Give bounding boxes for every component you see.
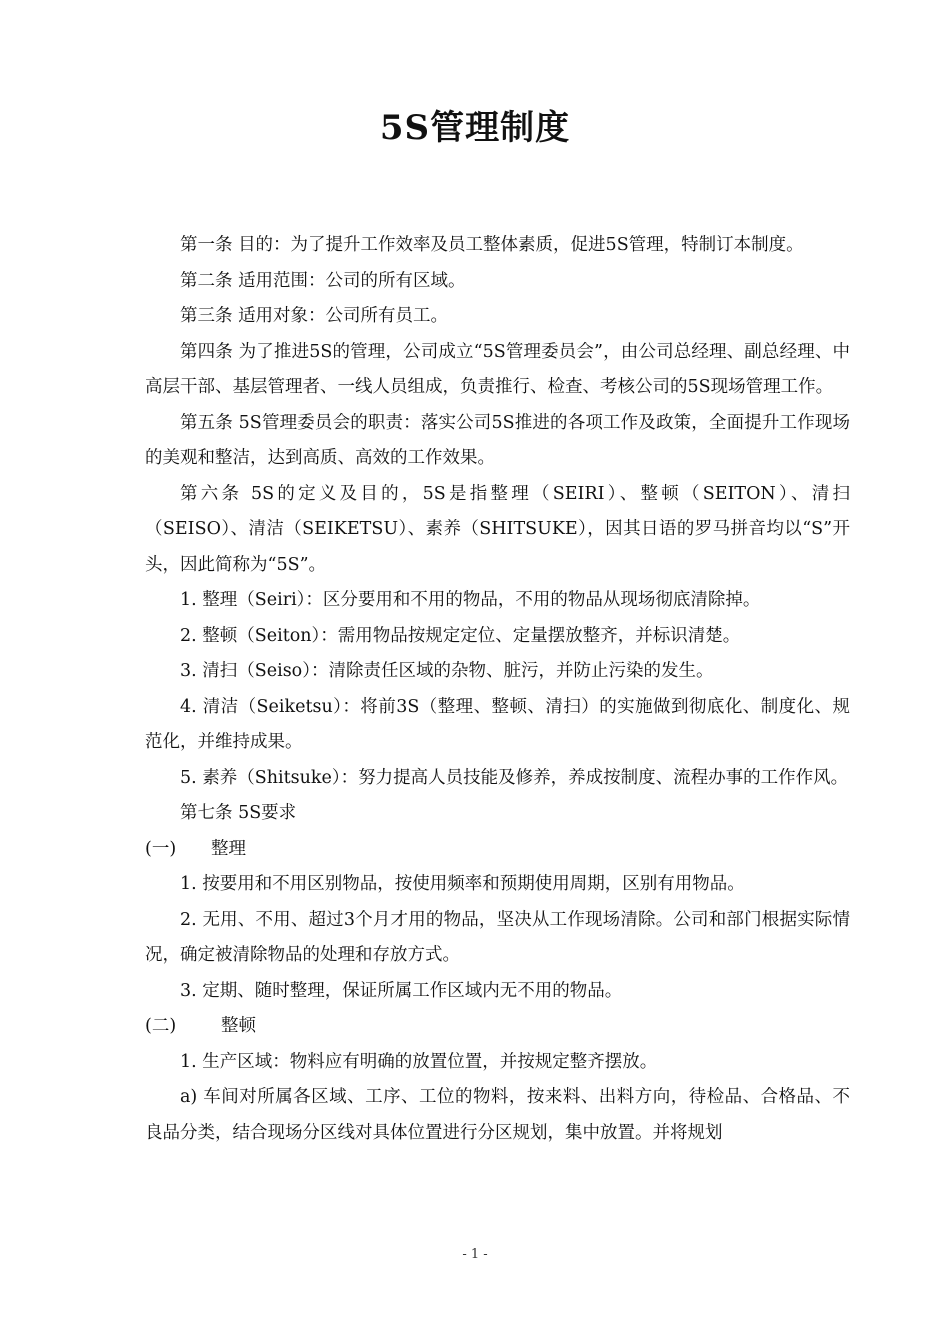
article-1: 第一条 目的：为了提升工作效率及员工整体素质，促进5S管理，特制订本制度。	[180, 235, 804, 255]
page-number: - 1 -	[462, 1247, 488, 1262]
seiri-item-2: 2. 无用、不用、超过3个月才用的物品，坚决从工作现场清除。公司和部门根据实际情况，确定被清除物品的处理和存放方式。	[145, 909, 850, 965]
definition-seiketsu: 4. 清洁（Seiketsu）：将前3S（整理、整顿、清扫）的实施做到彻底化、制度化、规范化，并维持成果。	[145, 696, 850, 752]
definition-seiton: 2. 整顿（Seiton）：需用物品按规定定位、定量摆放整齐，并标识清楚。	[180, 625, 741, 646]
definition-shitsuke: 5. 素养（Shitsuke）：努力提高人员技能及修养，养成按制度、流程办事的工作作风。	[180, 767, 849, 788]
article-7: 第七条 5S要求	[180, 803, 297, 823]
article-6: 第六条 5S的定义及目的，5S是指整理（SEIRI）、整顿（SEITON）、清扫（SEISO）、清洁（SEIKETSU）、素养（SHITSUKE），因其日语的罗马拼音均以“S”开头，因此简称为“5S”。	[145, 483, 850, 575]
section-title: 整理	[211, 838, 246, 859]
definition-seiso: 3. 清扫（Seiso）：清除责任区域的杂物、脏污，并防止污染的发生。	[180, 661, 714, 681]
document-body	[145, 228, 850, 1151]
section-number: (一)	[145, 838, 177, 859]
article-4: 第四条 为了推进5S的管理，公司成立“5S管理委员会”，由公司总经理、副总经理、中高层干部、基层管理者、一线人员组成，负责推行、检查、考核公司的5S现场管理工作。	[145, 341, 850, 397]
article-5: 第五条 5S管理委员会的职责：落实公司5S推进的各项工作及政策，全面提升工作现场的美观和整洁，达到高质、高效的工作效果。	[145, 412, 850, 468]
seiton-item-a: a) 车间对所属各区域、工序、工位的物料，按来料、出料方向，待检品、合格品、不良品分类，结合现场分区线对具体位置进行分区规划，集中放置。并将规划	[145, 1087, 850, 1143]
definition-seiri: 1. 整理（Seiri）：区分要用和不用的物品，不用的物品从现场彻底清除掉。	[180, 590, 761, 610]
article-3: 第三条 适用对象：公司所有员工。	[180, 306, 449, 326]
document-title: 5S管理制度	[379, 108, 571, 148]
article-2: 第二条 适用范围：公司的所有区域。	[180, 270, 466, 291]
section-heading-seiri	[145, 832, 850, 868]
section-number: (二)	[145, 1016, 177, 1036]
seiri-item-1: 1. 按要用和不用区别物品，按使用频率和预期使用周期，区别有用物品。	[180, 874, 745, 894]
section-title: 整顿	[221, 1016, 256, 1036]
seiton-item-1: 1. 生产区域：物料应有明确的放置位置，并按规定整齐摆放。	[180, 1051, 658, 1072]
seiri-item-3: 3. 定期、随时整理，保证所属工作区域内无不用的物品。	[180, 980, 623, 1001]
section-heading-seiton	[145, 1009, 850, 1045]
